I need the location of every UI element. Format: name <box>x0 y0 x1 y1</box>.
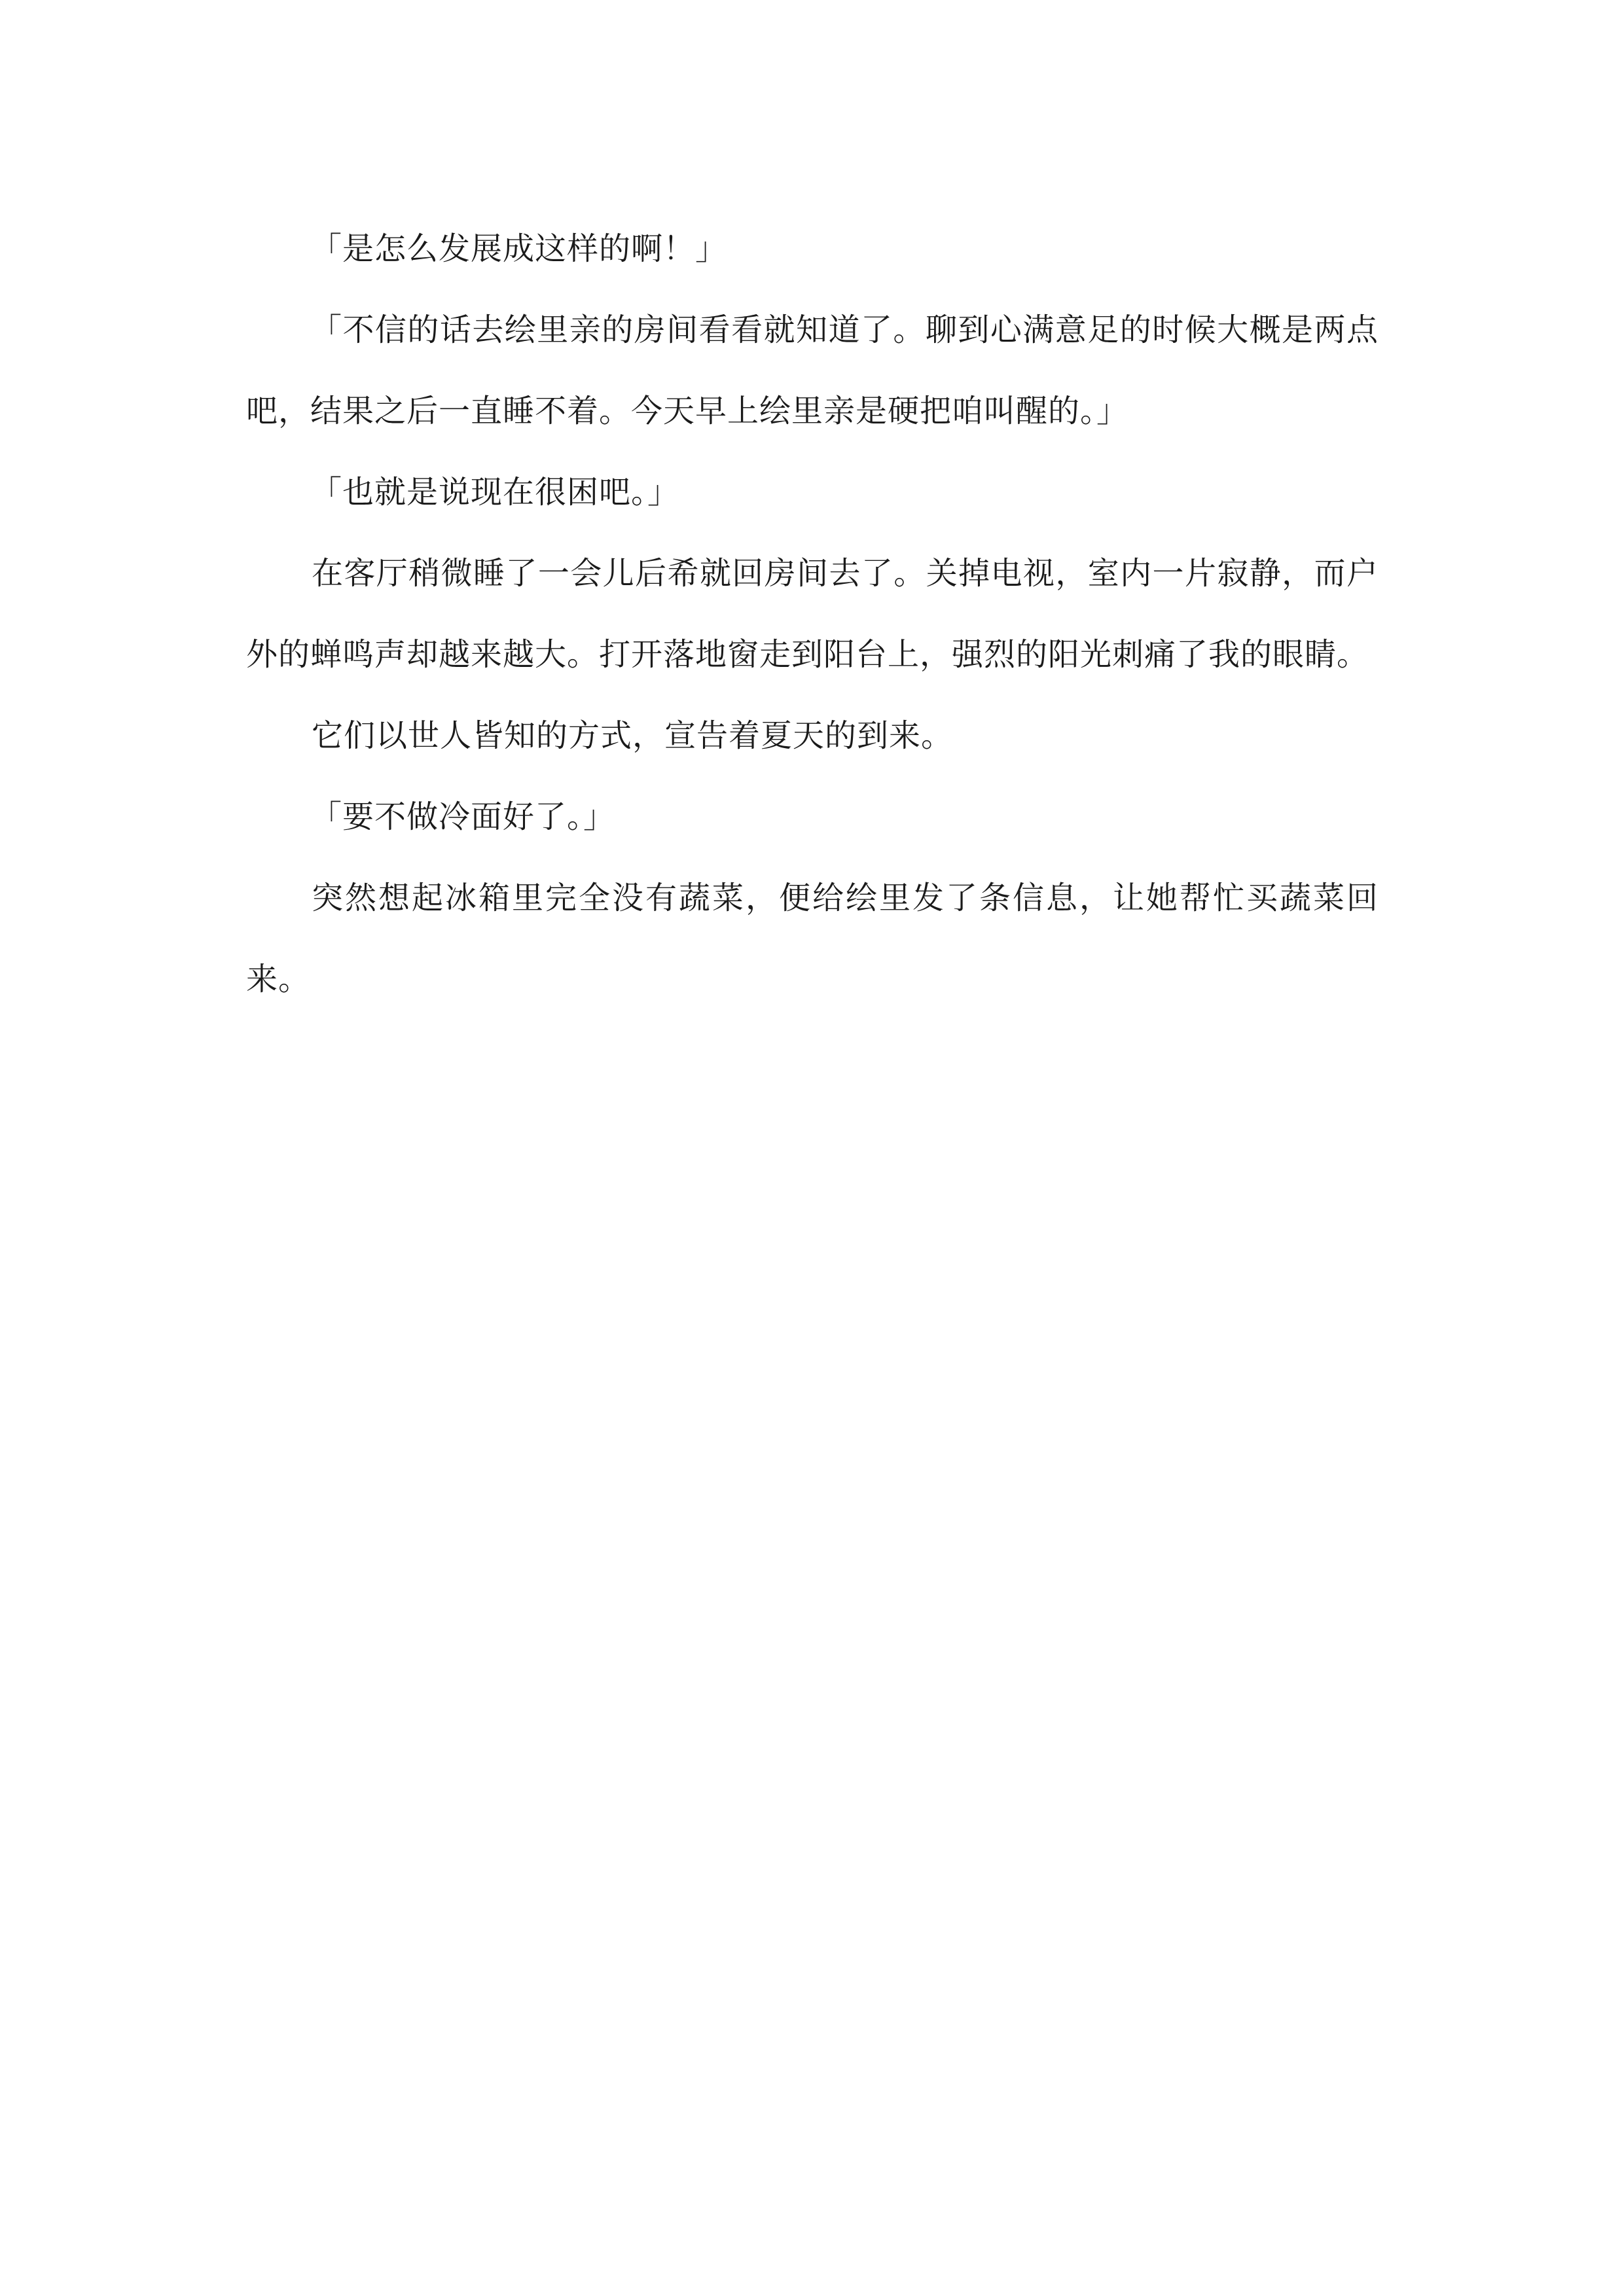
paragraph-2: 「不信的话去绘里亲的房间看看就知道了。聊到心满意足的时候大概是两点吧，结果之后一直睡不着。今天早上绘里亲是硬把咱叫醒的。」 <box>246 312 1379 429</box>
paragraph-3: 「也就是说现在很困吧。」 <box>310 474 680 511</box>
paragraph-4: 在客厅稍微睡了一会儿后希就回房间去了。关掉电视，室内一片寂静，而户外的蝉鸣声却越来越大。打开落地窗走到阳台上，强烈的阳光刺痛了我的眼睛。 <box>246 555 1379 673</box>
paragraph-6: 「要不做冷面好了。」 <box>310 798 616 835</box>
paragraph-1: 「是怎么发展成这样的啊！」 <box>310 230 728 267</box>
paragraph-7: 突然想起冰箱里完全没有蔬菜，便给绘里发了条信息，让她帮忙买蔬菜回来。 <box>246 880 1379 997</box>
body-text <box>246 208 1379 1020</box>
paragraph-5: 它们以世人皆知的方式，宣告着夏天的到来。 <box>312 717 954 754</box>
